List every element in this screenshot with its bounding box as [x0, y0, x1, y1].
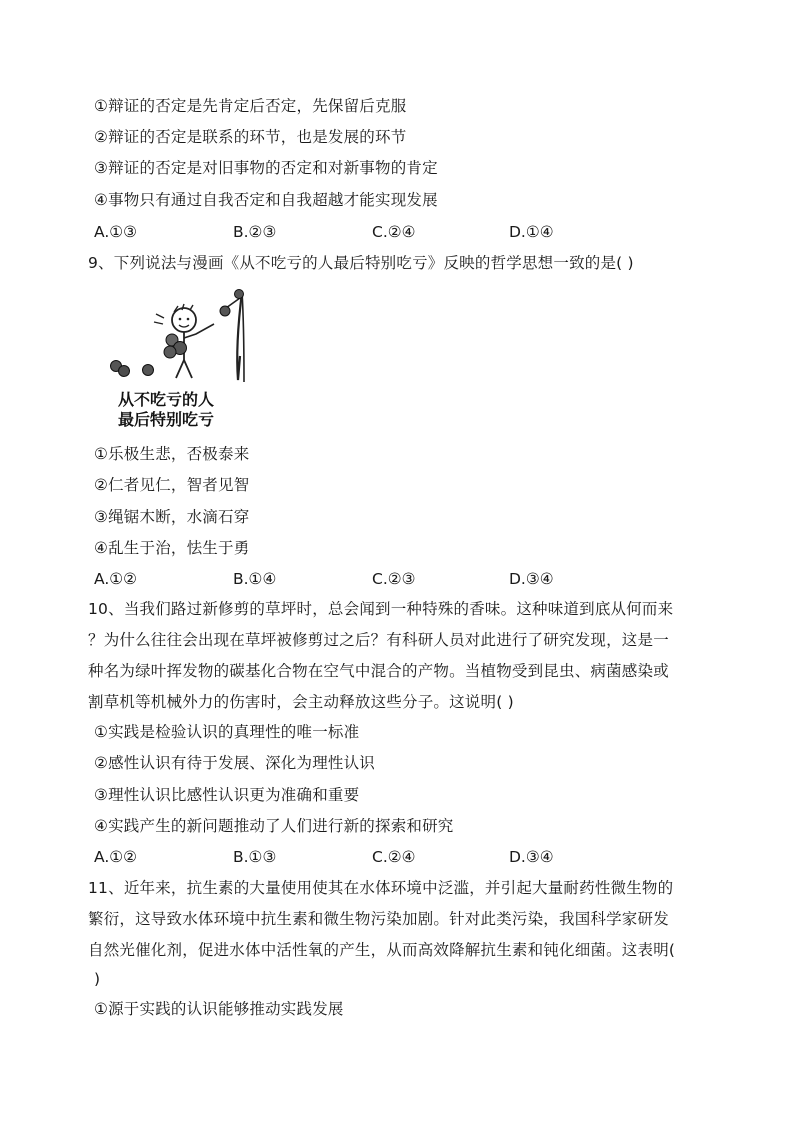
q11-stem-line-2: 繁衍，这导致水体环境中抗生素和微生物污染加剧。针对此类污染，我国科学家研发	[88, 910, 669, 928]
q8-options	[94, 222, 654, 242]
q8-option-b[interactable]: B.②③	[233, 223, 277, 241]
q9-options	[94, 569, 654, 589]
q9-statement-1: ①乐极生悲，否极泰来	[94, 445, 250, 463]
q11-statement-1: ①源于实践的认识能够推动实践发展	[94, 1000, 344, 1018]
person-legs	[176, 360, 192, 378]
q9-option-b[interactable]: B.①④	[233, 570, 277, 588]
q10-option-d[interactable]: D.③④	[509, 848, 554, 866]
cartoon-drawing	[104, 284, 272, 432]
q8-statement-1: ①辩证的否定是先肯定后否定，先保留后克服	[94, 97, 407, 115]
q8-statement-3: ③辩证的否定是对旧事物的否定和对新事物的肯定	[94, 159, 438, 177]
dropped-fruit-2	[119, 366, 130, 377]
q10-stem-line-2: ？为什么往往会出现在草坪被修剪过之后？有科研人员对此进行了研究发现，这是一	[88, 631, 669, 649]
person-eye-right	[187, 318, 190, 321]
q9-statement-4: ④乱生于治，怯生于勇	[94, 539, 250, 557]
sweat-marks	[154, 314, 164, 324]
dropped-fruit-3	[143, 365, 154, 376]
q10-stem-line-4: 割草机等机械外力的伤害时，会主动释放这些分子。这说明( )	[88, 693, 514, 711]
held-fruit-3	[164, 346, 176, 358]
tree-trunk-edge	[242, 292, 244, 382]
q9-statement-3: ③绳锯木断，水滴石穿	[94, 508, 250, 526]
q9-statement-2: ②仁者见仁，智者见智	[94, 476, 250, 494]
q11-stem-line-3: 自然光催化剂，促进水体中活性氧的产生，从而高效降解抗生素和钝化细菌。这表明(	[88, 941, 676, 959]
q11-stem-line-4: )	[94, 970, 101, 988]
cartoon-caption-line2: 最后特别吃亏	[118, 410, 215, 429]
q10-statement-4: ④实践产生的新问题推动了人们进行新的探索和研究	[94, 817, 454, 835]
q10-option-a[interactable]: A.①②	[94, 848, 138, 866]
cartoon-caption-line1: 从不吃亏的人	[118, 390, 215, 409]
q10-statement-3: ③理性认识比感性认识更为准确和重要	[94, 786, 360, 804]
fruit-on-tree-1	[235, 290, 244, 299]
q9-option-d[interactable]: D.③④	[509, 570, 554, 588]
q10-option-b[interactable]: B.①③	[233, 848, 277, 866]
q11-stem-line-1: 11、近年来，抗生素的大量使用使其在水体环境中泛滥，并引起大量耐药性微生物的	[88, 879, 674, 897]
q8-statement-2: ②辩证的否定是联系的环节，也是发展的环节	[94, 128, 407, 146]
q9-cartoon	[104, 284, 272, 432]
q9-option-c[interactable]: C.②③	[372, 570, 416, 588]
q8-option-c[interactable]: C.②④	[372, 223, 416, 241]
q10-statement-2: ②感性认识有待于发展、深化为理性认识	[94, 754, 375, 772]
q8-statement-4: ④事物只有通过自我否定和自我超越才能实现发展	[94, 191, 438, 209]
q9-option-a[interactable]: A.①②	[94, 570, 138, 588]
fruit-on-tree-2	[220, 306, 230, 316]
q9-stem: 9、下列说法与漫画《从不吃亏的人最后特别吃亏》反映的哲学思想一致的是( )	[88, 254, 634, 272]
q10-statement-1: ①实践是检验认识的真理性的唯一标准	[94, 723, 360, 741]
person-head	[172, 308, 196, 332]
person-eye-left	[179, 318, 182, 321]
q10-option-c[interactable]: C.②④	[372, 848, 416, 866]
q8-option-a[interactable]: A.①③	[94, 223, 138, 241]
q10-options	[94, 847, 654, 867]
tree-trunk	[237, 292, 242, 380]
q10-stem-line-3: 种名为绿叶挥发物的碳基化合物在空气中混合的产物。当植物受到昆虫、病菌感染或	[88, 662, 669, 680]
q10-stem-line-1: 10、当我们路过新修剪的草坪时，总会闻到一种特殊的香味。这种味道到底从何而来	[88, 600, 674, 618]
q8-option-d[interactable]: D.①④	[509, 223, 554, 241]
